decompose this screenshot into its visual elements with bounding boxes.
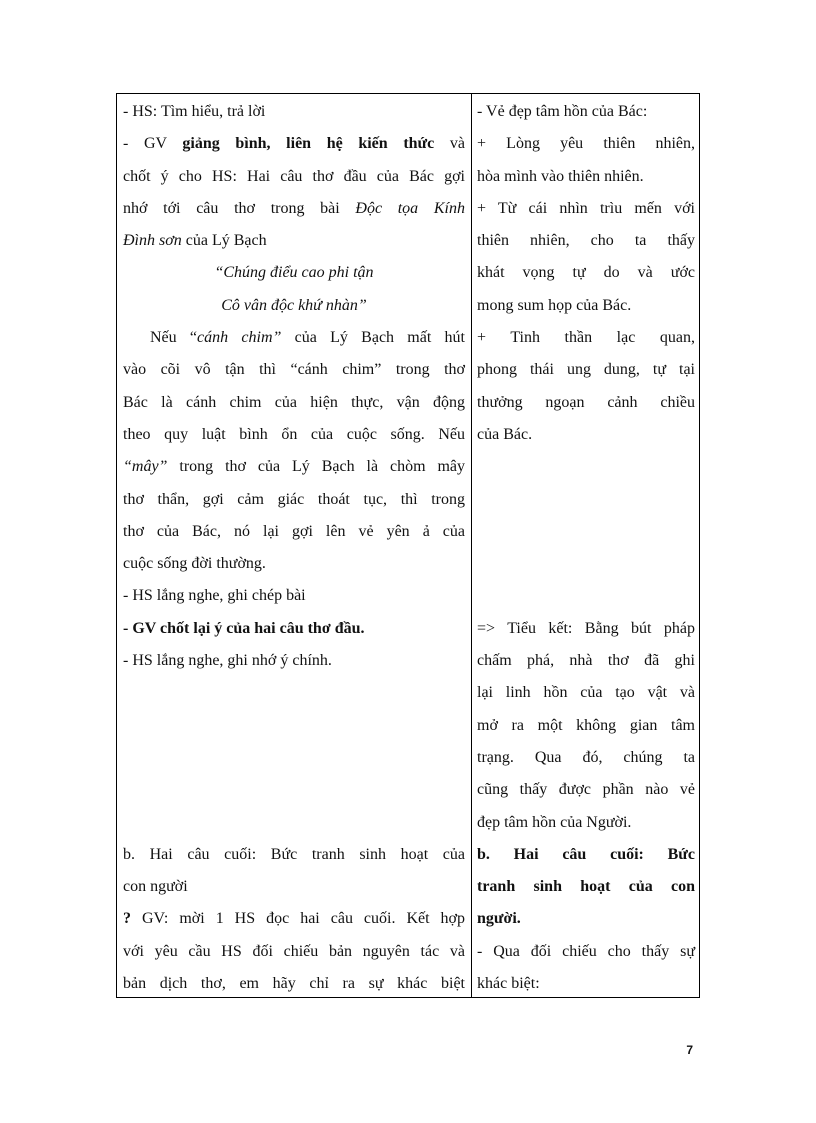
text-line: cuộc sống đời thường. (123, 555, 266, 573)
text-line: chốt ý cho HS: Hai câu thơ đầu của Bác gợi (123, 167, 465, 185)
text-line: vào cõi vô tận thì “cánh chim” trong thơ (123, 361, 465, 379)
text-span: nhớ tới câu thơ trong bài (123, 199, 356, 217)
column-divider (471, 94, 472, 997)
text-line: bản dịch thơ, em hãy chỉ ra sự khác biệt (123, 975, 465, 993)
text-line: cũng thấy được phần nào vẻ (477, 781, 695, 799)
italic-text: “mây” (123, 458, 168, 476)
text-line: thiên nhiên, cho ta thấy (477, 232, 695, 250)
blank-line (123, 677, 465, 709)
blank-line (123, 742, 465, 774)
text-line: b. Hai câu cuối: Bức tranh sinh hoạt của (123, 845, 465, 863)
text-line: hòa mình vào thiên nhiên. (477, 167, 644, 185)
blank-line (123, 774, 465, 806)
poem-quote: Cô vân độc khứ nhàn” (221, 296, 367, 314)
text-line (123, 613, 465, 645)
bold-text: giảng bình, liên hệ kiến thức (182, 135, 435, 153)
text-span: của Lý Bạch mất hút (281, 329, 466, 347)
text-span: Nếu “ (150, 329, 198, 347)
knowledge-content-column (477, 96, 695, 1000)
text-line: đẹp tâm hồn của Người. (477, 813, 632, 831)
text-line: => Tiểu kết: Bằng bút pháp (477, 619, 695, 637)
text-line: thơ thẩn, gợi cảm giác thoát tục, thì trong (123, 490, 465, 508)
text-line (123, 193, 465, 225)
question-mark: ? (123, 910, 142, 928)
text-line: - HS lắng nghe, ghi nhớ ý chính. (123, 652, 332, 670)
text-line: - HS lắng nghe, ghi chép bài (123, 587, 306, 605)
text-line: + Tinh thần lạc quan, (477, 329, 695, 347)
text-line (477, 903, 695, 935)
text-line: phong thái ung dung, tự tại (477, 361, 695, 379)
poem-quote-line (123, 290, 465, 322)
blank-line (477, 484, 695, 516)
text-line: với yêu cầu HS đối chiếu bản nguyên tác và (123, 942, 465, 960)
blank-line (123, 807, 465, 839)
bold-text: - GV chốt lại ý của hai câu thơ đầu. (123, 619, 365, 637)
blank-line (477, 548, 695, 580)
text-line (123, 128, 465, 160)
blank-line (477, 451, 695, 483)
text-line (477, 839, 695, 871)
blank-line (477, 516, 695, 548)
poem-quote-line (123, 257, 465, 289)
text-line: thơ của Bác, nó lại gợi lên vẻ yên ả của (123, 522, 465, 540)
poem-title: Độc tọa Kính (355, 199, 465, 217)
text-span: trong thơ của Lý Bạch là chòm mây (167, 458, 465, 476)
text-span: của Lý Bạch (181, 232, 267, 250)
text-line: thưởng ngoạn cảnh chiều (477, 393, 695, 411)
text-line: khát vọng tự do và ước (477, 264, 695, 282)
text-line: - Qua đối chiếu cho thấy sự (477, 942, 695, 960)
text-line: lại linh hồn của tạo vật và (477, 684, 695, 702)
text-line: - Vẻ đẹp tâm hồn của Bác: (477, 103, 648, 120)
text-line: mong sum họp của Bác. (477, 296, 632, 314)
text-line (123, 451, 465, 483)
poem-quote: “Chúng điểu cao phi tận (214, 264, 374, 282)
text-line (123, 322, 465, 354)
bold-text: tranh sinh hoạt của con (477, 878, 695, 896)
text-line (123, 225, 465, 257)
text-line: Bác là cánh chim của hiện thực, vận động (123, 393, 465, 411)
italic-text: cánh chim” (197, 329, 282, 347)
blank-line (123, 710, 465, 742)
lesson-table (116, 93, 700, 998)
text-span: và (434, 135, 465, 153)
text-line (477, 871, 695, 903)
text-span: - GV (123, 135, 183, 153)
text-line: + Từ cái nhìn trìu mến với (477, 199, 695, 217)
text-line: khác biệt: (477, 975, 540, 993)
bold-text: b. Hai câu cuối: Bức (477, 845, 695, 863)
text-line: con người (123, 878, 188, 896)
teacher-student-activity-column (123, 96, 465, 1000)
blank-line (477, 580, 695, 612)
text-line: trạng. Qua đó, chúng ta (477, 748, 695, 766)
text-line: của Bác. (477, 425, 533, 443)
text-line: + Lòng yêu thiên nhiên, (477, 135, 695, 153)
text-line: - HS: Tìm hiểu, trả lời (123, 103, 266, 120)
text-line: mở ra một không gian tâm (477, 716, 695, 734)
text-line: theo quy luật bình ổn của cuộc sống. Nếu (123, 425, 465, 443)
text-line: chấm phá, nhà thơ đã ghi (477, 652, 695, 670)
text-line (123, 903, 465, 935)
bold-text: người. (477, 910, 521, 928)
text-span: GV: mời 1 HS đọc hai câu cuối. Kết hợp (142, 910, 466, 928)
poem-title: Đình sơn (123, 232, 182, 250)
page-number: 7 (686, 1043, 693, 1057)
